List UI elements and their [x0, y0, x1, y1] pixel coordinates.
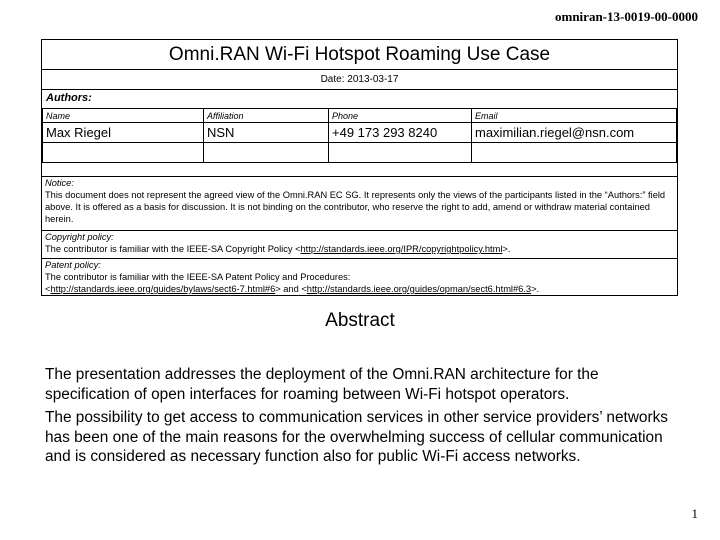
page-number: 1: [691, 506, 698, 521]
notice-label: Notice:: [45, 178, 74, 188]
patent-bracket: <: [45, 284, 51, 294]
bylaws-link[interactable]: http://standards.ieee.org/guides/bylaws/sect6-7.html#6: [50, 284, 276, 294]
document-title: Omni.RAN Wi-Fi Hotspot Roaming Use Case: [42, 40, 677, 70]
empty-cell: [472, 143, 677, 163]
author-name: Max Riegel: [43, 123, 204, 143]
header-email: Email: [472, 109, 677, 123]
copyright-text: [45, 243, 674, 255]
abstract-heading: Abstract: [325, 310, 395, 331]
copyright-section: [42, 230, 677, 258]
header-affiliation: Affiliation: [204, 109, 329, 123]
header-name: Name: [43, 109, 204, 123]
document-id: omniran-13-0019-00-0000: [555, 9, 698, 24]
notice-text: This document does not represent the agreed view of the Omni.RAN EC SG. It represents only the views of the participants listed in the “Authors:” field above. It is offered as a basis for discussion. It is not binding on the contributor, who reserve the right to add, amend or withdraw material contained herein.: [45, 190, 666, 224]
notice-section: [42, 176, 677, 230]
copyright-label: Copyright policy:: [45, 232, 114, 242]
author-email: maximilian.riegel@nsn.com: [472, 123, 677, 143]
authors-header-row: [43, 109, 677, 123]
cover-sheet: [41, 39, 678, 296]
empty-cell: [329, 143, 472, 163]
copyright-policy-link[interactable]: http://standards.ieee.org/IPR/copyrightpolicy.html: [300, 244, 503, 254]
patent-post: >.: [531, 284, 540, 294]
empty-cell: [43, 143, 204, 163]
opman-link[interactable]: http://standards.ieee.org/guides/opman/sect6.html#6.3: [306, 284, 532, 294]
author-phone: +49 173 293 8240: [329, 123, 472, 143]
patent-section: [42, 258, 677, 297]
copyright-text-post: >.: [502, 244, 511, 254]
patent-text: The contributor is familiar with the IEEE-SA Patent Policy and Procedures:: [45, 272, 351, 282]
document-date: Date: 2013-03-17: [42, 70, 677, 90]
patent-mid: > and <: [275, 284, 307, 294]
abstract-paragraph-1: The presentation addresses the deployment of the Omni.RAN architecture for the specification of open interfaces for roaming between Wi-Fi hotspot operators.: [45, 366, 599, 403]
empty-cell: [204, 143, 329, 163]
author-row: [43, 123, 677, 143]
authors-table: [42, 108, 677, 163]
header-phone: Phone: [329, 109, 472, 123]
authors-label: Authors:: [46, 92, 92, 104]
author-affiliation: NSN: [204, 123, 329, 143]
abstract-paragraph-2: The possibility to get access to communication services in other service providers’ networks has been one of the main reasons for the overwhelming success of cellular communication and is considered as necessary function also for public Wi-Fi access networks.: [45, 409, 669, 465]
patent-links: [45, 283, 674, 295]
author-row-empty: [43, 143, 677, 163]
copyright-text-pre: The contributor is familiar with the IEEE-SA Copyright Policy <: [45, 244, 301, 254]
patent-label: Patent policy:: [45, 260, 101, 270]
